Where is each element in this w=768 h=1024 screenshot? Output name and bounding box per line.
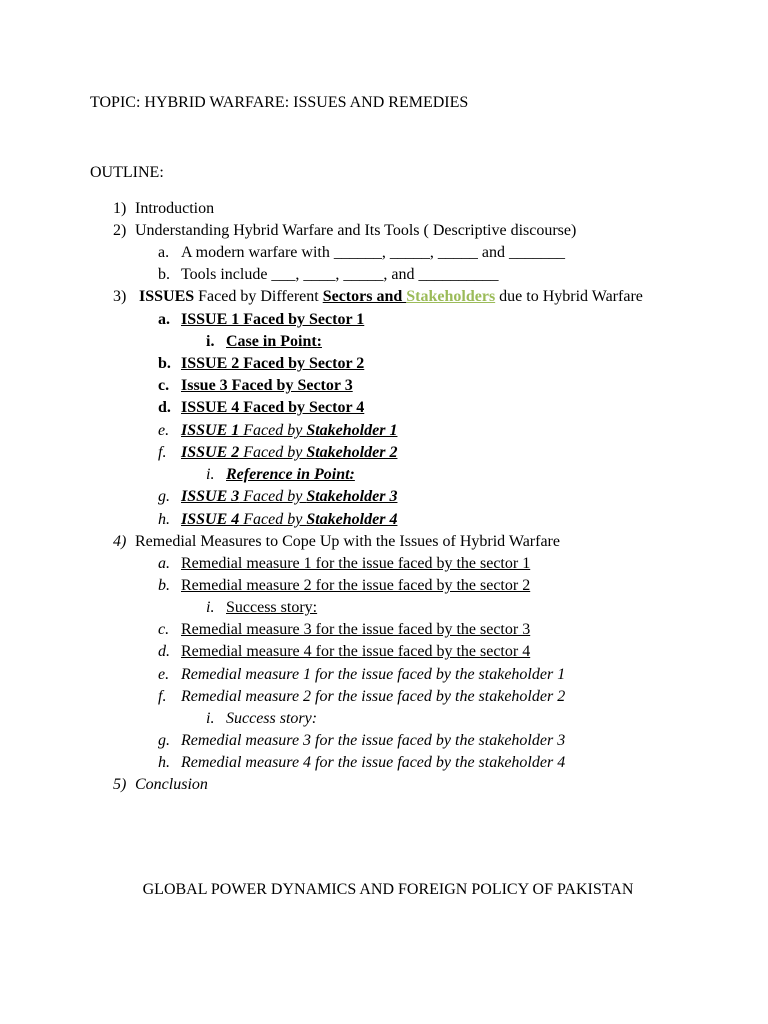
item-number: e. [158, 422, 170, 439]
item-number: b. [158, 355, 171, 372]
item-number: 2) [113, 222, 127, 239]
item-text: Remedial measure 1 for the issue faced by the sector 1 [181, 555, 531, 572]
item-number: i. [206, 599, 215, 616]
item-text: Case in Point: [226, 333, 322, 350]
item-text: ISSUE 4 Faced by Stakeholder 4 [181, 511, 398, 528]
item-number: g. [158, 732, 170, 749]
item-text: Remedial measure 2 for the issue faced by the sector 2 [181, 577, 531, 594]
item-number: f. [158, 688, 167, 705]
item-text: Understanding Hybrid Warfare and Its Tools ( Descriptive discourse) [135, 222, 577, 239]
item-text: ISSUE 4 Faced by Sector 4 [181, 399, 365, 416]
item-number: d. [158, 399, 171, 416]
item-number: 1) [113, 200, 127, 217]
item-number: i. [206, 710, 215, 727]
item-text: Remedial measure 1 for the issue faced by the stakeholder 1 [181, 666, 566, 683]
item-text: Remedial measure 2 for the issue faced by the stakeholder 2 [181, 688, 566, 705]
item-number: c. [158, 621, 170, 638]
item-number: i. [206, 333, 215, 350]
item-number: 5) [113, 776, 127, 793]
item-text: Tools include ___, ____, _____, and __________ [181, 266, 499, 283]
item-number: e. [158, 666, 170, 683]
item-number: d. [158, 643, 170, 660]
item-text: Remedial Measures to Cope Up with the Issues of Hybrid Warfare [135, 533, 560, 550]
item-number: b. [158, 266, 170, 283]
item-number: 4) [113, 533, 127, 550]
item-number: g. [158, 488, 170, 505]
item-text: ISSUE 1 Faced by Sector 1 [181, 311, 365, 328]
item-number: h. [158, 511, 170, 528]
section-heading: GLOBAL POWER DYNAMICS AND FOREIGN POLICY OF PAKISTAN [142, 881, 634, 898]
item-number: a. [158, 311, 170, 328]
item-text: Introduction [135, 200, 215, 217]
topic-heading: TOPIC: HYBRID WARFARE: ISSUES AND REMEDIES [90, 94, 469, 111]
item-text: Conclusion [135, 776, 208, 793]
item-text: Remedial measure 4 for the issue faced by the stakeholder 4 [181, 754, 566, 771]
item-text: ISSUES Faced by Different Sectors and Stakeholders due to Hybrid Warfare [139, 288, 643, 305]
item-text: Remedial measure 3 for the issue faced by the sector 3 [181, 621, 531, 638]
outline-heading: OUTLINE: [90, 164, 164, 181]
item-text: Reference in Point: [226, 466, 355, 483]
item-text: A modern warfare with ______, _____, _____ and _______ [181, 244, 565, 261]
item-text: Issue 3 Faced by Sector 3 [181, 377, 353, 394]
item-text: ISSUE 3 Faced by Stakeholder 3 [181, 488, 398, 505]
item-number: h. [158, 754, 170, 771]
item-text: Remedial measure 4 for the issue faced by the sector 4 [181, 643, 531, 660]
item-text: Success story: [226, 710, 318, 727]
item-number: i. [206, 466, 215, 483]
item-number: a. [158, 555, 170, 572]
item-number: a. [158, 244, 170, 261]
item-number: c. [158, 377, 170, 394]
item-text: Success story: [226, 599, 318, 616]
item-number: b. [158, 577, 170, 594]
item-text: ISSUE 2 Faced by Sector 2 [181, 355, 365, 372]
item-text: ISSUE 1 Faced by Stakeholder 1 [181, 422, 398, 439]
item-text: Remedial measure 3 for the issue faced by the stakeholder 3 [181, 732, 566, 749]
item-number: f. [158, 444, 167, 461]
item-text: ISSUE 2 Faced by Stakeholder 2 [181, 444, 398, 461]
item-number: 3) [113, 288, 127, 305]
